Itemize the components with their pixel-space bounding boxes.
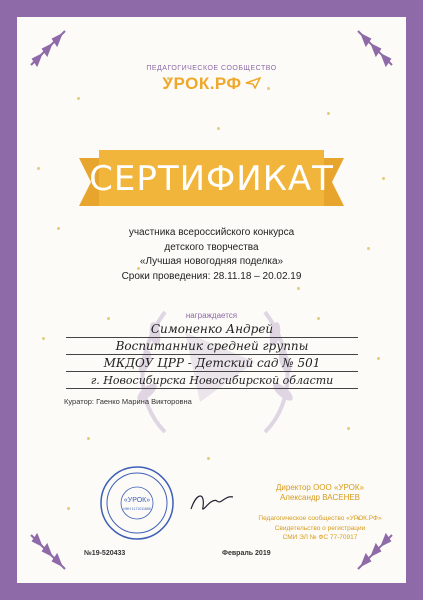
recipient-name: Симоненко Андрей xyxy=(66,322,358,338)
brand-name: УРОК.РФ xyxy=(162,74,242,93)
certificate-paper xyxy=(17,17,406,583)
recipient-city: г. Новосибирска Новосибирской области xyxy=(66,373,358,389)
corner-ornament-bottom-left xyxy=(25,525,75,575)
contest-dates: Сроки проведения: 28.11.18 – 20.02.19 xyxy=(121,270,302,282)
director-name: Александр ВАСЕНЕВ xyxy=(279,493,361,502)
director-title: Директор ООО «УРОК» xyxy=(276,483,364,492)
director-signature xyxy=(187,487,237,517)
registration-number: СМИ ЭЛ № ФС 77-70917 xyxy=(282,534,358,541)
stamp-center: «УРОК» xyxy=(123,497,151,504)
director-block xyxy=(240,483,400,503)
certificate-title: СЕРТИФИКАТ xyxy=(89,159,334,199)
awarded-label: награждается xyxy=(185,311,238,320)
paper-plane-icon xyxy=(245,77,261,89)
brand-logo xyxy=(17,74,406,94)
curator-line: Куратор: Гаенко Марина Викторовна xyxy=(64,397,192,406)
official-stamp xyxy=(99,465,175,541)
society-registration xyxy=(240,514,400,543)
certificate-date: Февраль 2019 xyxy=(222,550,271,557)
registration-label: Свидетельство о регистрации xyxy=(274,524,366,532)
brand-subtitle: ПЕДАГОГИЧЕСКОЕ СООБЩЕСТВО xyxy=(146,65,277,72)
contest-description xyxy=(17,226,406,284)
recipient-organization: МКДОУ ЦРР - Детский сад № 501 xyxy=(66,356,358,372)
stamp-inn: ИНН 1171011855 xyxy=(123,507,151,511)
society-name: Педагогическое сообщество «УРОК.РФ» xyxy=(258,515,382,522)
intro-line: детского творчества xyxy=(164,241,259,253)
certificate-number: №19-520433 xyxy=(84,550,126,557)
recipient-role: Воспитанник средней группы xyxy=(66,339,358,355)
contest-name: «Лучшая новогодняя поделка» xyxy=(139,256,284,267)
intro-line: участника всероссийского конкурса xyxy=(128,227,295,238)
